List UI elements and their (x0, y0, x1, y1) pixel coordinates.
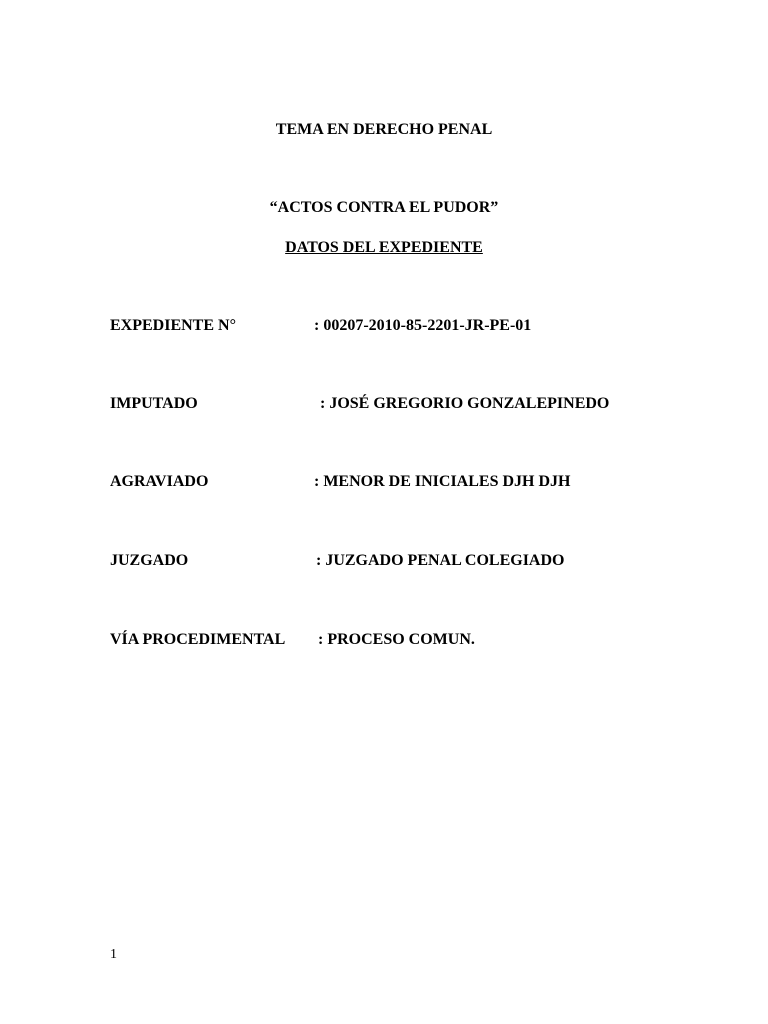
field-expediente (110, 316, 710, 336)
field-label-expediente: EXPEDIENTE N° (110, 317, 236, 334)
document-title: “ACTOS CONTRA EL PUDOR” (269, 199, 499, 216)
field-value-via-procedimental: : PROCESO COMUN. (318, 631, 475, 648)
field-value-juzgado: : JUZGADO PENAL COLEGIADO (316, 552, 565, 569)
field-label-via-procedimental: VÍA PROCEDIMENTAL (110, 631, 286, 648)
field-value-expediente: : 00207-2010-85-2201-JR-PE-01 (314, 317, 532, 334)
field-label-imputado: IMPUTADO (110, 395, 198, 412)
field-value-agraviado: : MENOR DE INICIALES DJH DJH (314, 473, 571, 490)
field-label-juzgado: JUZGADO (110, 552, 189, 569)
page-number: 1 (110, 947, 117, 962)
section-heading: DATOS DEL EXPEDIENTE (285, 239, 483, 256)
field-label-agraviado: AGRAVIADO (110, 473, 209, 490)
field-via-procedimental (110, 630, 710, 650)
field-juzgado (110, 551, 710, 571)
document-topic: TEMA EN DERECHO PENAL (275, 121, 493, 138)
field-imputado (110, 394, 710, 414)
field-agraviado (110, 472, 710, 492)
field-value-imputado: : JOSÉ GREGORIO GONZALEPINEDO (320, 395, 610, 412)
